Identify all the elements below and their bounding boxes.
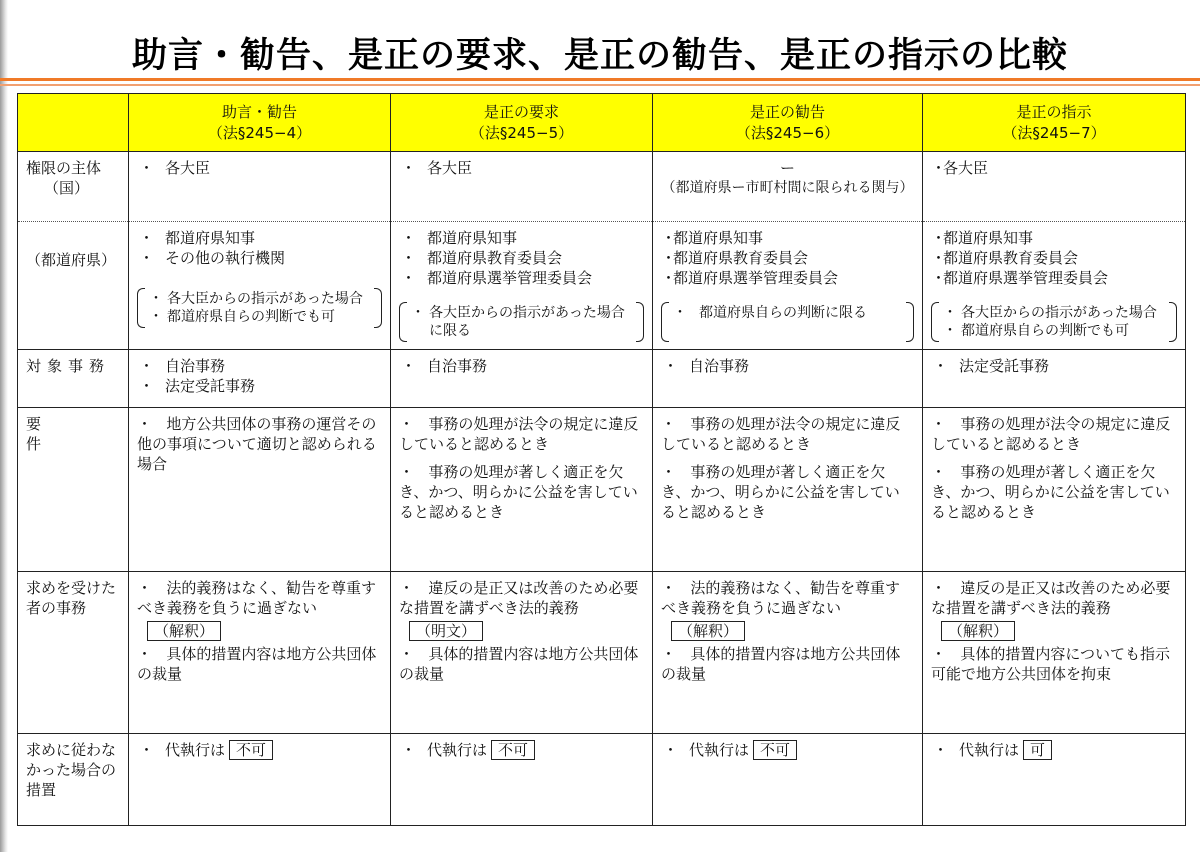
bullet: ・ (663, 741, 679, 759)
bullet: ・ (137, 415, 153, 433)
verdict-box: 不可 (491, 740, 535, 760)
bullet: ・ (399, 579, 415, 597)
bullet: ・ (411, 305, 425, 321)
row-label-sub: （都道府県） (26, 251, 117, 269)
column-header (391, 94, 653, 152)
list-item (137, 578, 382, 618)
item-text: 具体的措置内容は地方公共団体の裁量 (137, 645, 377, 683)
list-item (661, 356, 914, 376)
item-note: （都道府県ー市町村間に限られる関与） (661, 180, 914, 196)
bullet: ・ (401, 229, 417, 247)
bullet: ・ (931, 645, 947, 663)
column-law: （法§245−4） (207, 123, 312, 142)
item-text: 各大臣 (427, 159, 473, 177)
bullet: ・ (673, 305, 687, 321)
bullet: ・ (401, 357, 417, 375)
table-cell (653, 408, 923, 572)
list-item (661, 740, 914, 760)
noncompliance-row (18, 734, 1186, 826)
item-text: 事務の処理が著しく適正を欠き、かつ、明らかに公益を害していると認めるとき (661, 463, 900, 521)
item-text: 法定受託事務 (165, 377, 256, 395)
title-rule-secondary (0, 84, 1200, 86)
row-label (18, 152, 129, 222)
table-cell (923, 350, 1186, 408)
bullet: ・ (931, 415, 947, 433)
bullet: ・ (149, 309, 163, 325)
list-item (137, 414, 382, 474)
list-item (399, 356, 644, 376)
bullet: ・ (931, 229, 947, 247)
column-header (653, 94, 923, 152)
bullet: ・ (931, 249, 947, 267)
row-label (18, 734, 129, 826)
bullet: ・ (401, 159, 417, 177)
list-item (931, 228, 1177, 248)
bullet: ・ (139, 249, 155, 267)
table-cell (923, 222, 1186, 350)
bullet: ・ (661, 249, 677, 267)
list-item (399, 740, 644, 760)
basis-tag: （解釈） (941, 621, 1015, 641)
table-cell (391, 734, 653, 826)
list-item (671, 304, 908, 322)
condition-bracket (661, 302, 914, 342)
bullet: ・ (401, 741, 417, 759)
table-cell (391, 572, 653, 734)
column-law: （法§245−6） (735, 123, 840, 142)
requirement-row (18, 408, 1186, 572)
item-text: 具体的措置内容についても指示可能で地方公共団体を拘束 (931, 645, 1171, 683)
item-text: 具体的措置内容は地方公共団体の裁量 (399, 645, 639, 683)
list-item (661, 228, 914, 248)
table-cell (391, 222, 653, 350)
item-text: 自治事務 (689, 357, 750, 375)
list-item (399, 228, 644, 248)
column-name: 是正の指示 (1016, 102, 1092, 121)
list-item (137, 376, 382, 396)
table-cell (923, 408, 1186, 572)
bullet: ・ (943, 305, 957, 321)
list-item (931, 740, 1177, 760)
item-text: 都道府県自らの判断でも可 (167, 309, 335, 325)
item-text: 都道府県知事 (673, 229, 764, 247)
subject-pref-row (18, 222, 1186, 350)
item-text: 事務の処理が法令の規定に違反していると認めるとき (399, 415, 639, 453)
bullet: ・ (943, 323, 957, 339)
list-item (399, 462, 644, 522)
bullet: ・ (399, 645, 415, 663)
subject-national-row (18, 152, 1186, 222)
table-cell (129, 222, 391, 350)
table-cell (391, 152, 653, 222)
item-text: 都道府県教育委員会 (943, 249, 1079, 267)
row-label-main: 権限の主体 (26, 159, 102, 177)
bullet: ・ (139, 159, 155, 177)
target-row (18, 350, 1186, 408)
list-item (661, 268, 914, 288)
list-item (137, 356, 382, 376)
list-item (661, 644, 914, 684)
bullet: ・ (933, 357, 949, 375)
item-text: その他の執行機関 (165, 249, 286, 267)
item-text: 都道府県教育委員会 (427, 249, 563, 267)
item-text: 自治事務 (165, 357, 226, 375)
item-text: 都道府県知事 (165, 229, 256, 247)
verdict-box: 不可 (229, 740, 273, 760)
table-cell (653, 734, 923, 826)
item-text: 各大臣からの指示があった場合に限る (429, 305, 625, 339)
bullet: ・ (137, 579, 153, 597)
list-item (147, 308, 376, 326)
table-cell (653, 152, 923, 222)
item-text: 各大臣 (943, 159, 989, 177)
item-text: 都道府県教育委員会 (673, 249, 809, 267)
list-item (941, 304, 1171, 322)
row-label (18, 408, 129, 572)
condition-bracket (399, 302, 644, 342)
bullet: ・ (139, 741, 155, 759)
bullet: ・ (931, 463, 947, 481)
item-text: 違反の是正又は改善のため必要な措置を講ずべき法的義務 (399, 579, 639, 617)
row-label-main: 求めを受けた者の事務 (26, 579, 117, 617)
list-item (399, 414, 644, 454)
table-cell (129, 152, 391, 222)
item-text: 都道府県知事 (427, 229, 518, 247)
item-text: 事務の処理が著しく適正を欠き、かつ、明らかに公益を害していると認めるとき (931, 463, 1170, 521)
list-item (661, 578, 914, 618)
list-item (661, 414, 914, 454)
bullet: ・ (139, 229, 155, 247)
list-item (931, 268, 1177, 288)
item-text: 自治事務 (427, 357, 488, 375)
column-law: （法§245−7） (1002, 123, 1106, 142)
list-item (661, 462, 914, 522)
bullet: ・ (933, 741, 949, 759)
item-text: 各大臣からの指示があった場合 (167, 291, 363, 307)
basis-tag: （解釈） (671, 621, 745, 641)
bullet: ・ (137, 645, 153, 663)
basis-tag: （解釈） (147, 621, 221, 641)
page-title: 助言・勧告、是正の要求、是正の勧告、是正の指示の比較 (131, 36, 1068, 76)
bullet: ・ (663, 357, 679, 375)
item-text: 代執行は (689, 741, 750, 759)
verdict-box: 不可 (753, 740, 797, 760)
list-item (661, 248, 914, 268)
bullet: ・ (661, 229, 677, 247)
column-header (923, 94, 1186, 152)
item-text: 法定受託事務 (959, 357, 1050, 375)
list-item (399, 578, 644, 618)
item-text: 事務の処理が法令の規定に違反していると認めるとき (661, 415, 901, 453)
title-rule (0, 78, 1200, 81)
condition-bracket (137, 288, 382, 328)
comparison-table (17, 93, 1186, 826)
item-text: 都道府県選挙管理委員会 (943, 269, 1109, 287)
list-item (399, 644, 644, 684)
condition-bracket (931, 302, 1177, 342)
item-text: 違反の是正又は改善のため必要な措置を講ずべき法的義務 (931, 579, 1171, 617)
bullet: ・ (931, 579, 947, 597)
table-cell (923, 152, 1186, 222)
bullet: ・ (661, 645, 677, 663)
list-item (137, 740, 382, 760)
list-item (931, 158, 1177, 178)
item-text: 都道府県自らの判断に限る (699, 305, 867, 321)
list-item (399, 248, 644, 268)
bullet: ・ (931, 159, 947, 177)
table-cell (129, 572, 391, 734)
list-item (931, 578, 1177, 618)
bullet: ・ (139, 377, 155, 395)
item-text: 代執行は (427, 741, 488, 759)
item-text: 地方公共団体の事務の運営その他の事項について適切と認められる場合 (137, 415, 377, 473)
bullet: ・ (399, 415, 415, 433)
bullet: ・ (401, 249, 417, 267)
bullet: ・ (661, 463, 677, 481)
bullet: ・ (399, 463, 415, 481)
item-text: 法的義務はなく、勧告を尊重すべき義務を負うに過ぎない (137, 579, 377, 617)
header-corner (18, 94, 129, 152)
item-text: 法的義務はなく、勧告を尊重すべき義務を負うに過ぎない (661, 579, 901, 617)
item-text: 各大臣からの指示があった場合 (961, 305, 1157, 321)
list-item (399, 268, 644, 288)
item-text: 代執行は (165, 741, 226, 759)
item-text: 都道府県選挙管理委員会 (673, 269, 839, 287)
row-label-main: 要件 (26, 415, 90, 453)
header-row (18, 94, 1186, 152)
table-cell (653, 350, 923, 408)
item-text: 事務の処理が著しく適正を欠き、かつ、明らかに公益を害していると認めるとき (399, 463, 638, 521)
verdict-box: 可 (1023, 740, 1052, 760)
item-text: 代執行は (959, 741, 1020, 759)
table-cell (653, 572, 923, 734)
page-edge-shadow (0, 0, 8, 852)
duty-row (18, 572, 1186, 734)
list-item (931, 356, 1177, 376)
row-label-sub: （国） (44, 179, 90, 197)
bullet: ・ (661, 269, 677, 287)
table-cell (129, 350, 391, 408)
bullet: ・ (139, 357, 155, 375)
table-cell (923, 734, 1186, 826)
table-cell (391, 408, 653, 572)
item-text: 各大臣 (165, 159, 211, 177)
table-cell (391, 350, 653, 408)
bullet: ・ (401, 269, 417, 287)
list-item (137, 158, 382, 178)
column-name: 是正の要求 (483, 102, 559, 121)
list-item (931, 644, 1177, 684)
table-cell (653, 222, 923, 350)
bullet: ・ (149, 291, 163, 307)
row-label-main: 求めに従わなかった場合の措置 (26, 741, 117, 799)
list-item (931, 414, 1177, 454)
bullet: ・ (661, 579, 677, 597)
row-label (18, 222, 129, 350)
item-text: ー (779, 159, 795, 177)
list-item (147, 290, 376, 308)
list-item (399, 158, 644, 178)
row-label (18, 572, 129, 734)
item-text: 具体的措置内容は地方公共団体の裁量 (661, 645, 901, 683)
table-cell (129, 408, 391, 572)
column-header (129, 94, 391, 152)
column-name: 是正の勧告 (749, 102, 825, 121)
item-text: 都道府県知事 (943, 229, 1034, 247)
column-law: （法§245−5） (469, 123, 574, 142)
item-text: 都道府県選挙管理委員会 (427, 269, 593, 287)
bullet: ・ (931, 269, 947, 287)
list-item (409, 304, 638, 340)
basis-tag: （明文） (409, 621, 483, 641)
item-text: 事務の処理が法令の規定に違反していると認めるとき (931, 415, 1171, 453)
table-cell (923, 572, 1186, 734)
list-item (137, 644, 382, 684)
list-item (137, 248, 382, 268)
list-item (931, 462, 1177, 522)
row-label (18, 350, 129, 408)
list-item (941, 322, 1171, 340)
list-item (931, 248, 1177, 268)
list-item (137, 228, 382, 248)
table-cell (129, 734, 391, 826)
item-text: 都道府県自らの判断でも可 (961, 323, 1129, 339)
column-name: 助言・勧告 (221, 102, 297, 121)
row-label-main: 対象事務 (26, 357, 111, 375)
bullet: ・ (661, 415, 677, 433)
